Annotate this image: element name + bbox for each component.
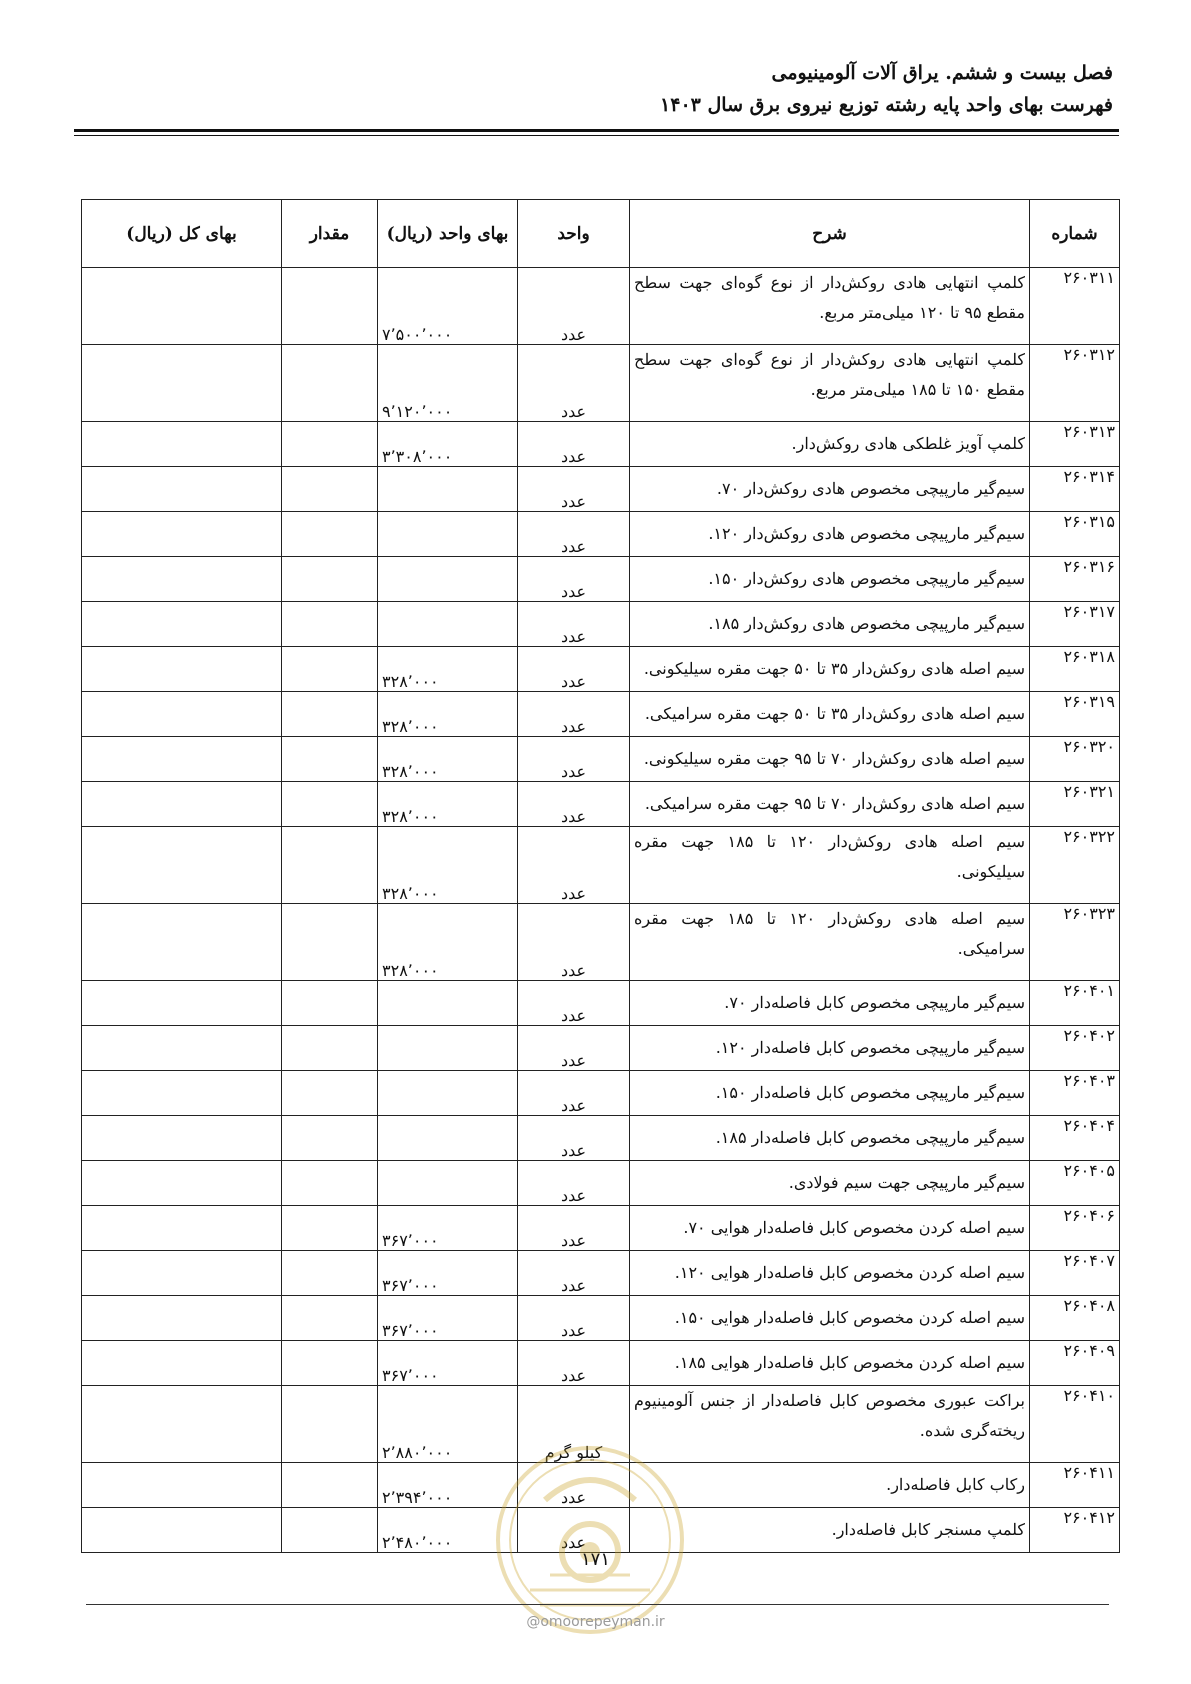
row-number: ۲۶۰۳۱۵ [1030,512,1120,557]
row-total-price [82,981,282,1026]
row-unit: عدد [518,268,630,345]
row-unit-price [378,981,518,1026]
row-quantity [282,1296,378,1341]
row-quantity [282,1251,378,1296]
row-unit: عدد [518,1508,630,1553]
row-total-price [82,1296,282,1341]
row-description: کلمپ انتهایی هادی روکش‌دار از نوع گوه‌ای جهت سطح مقطع ۹۵ تا ۱۲۰ میلی‌متر مربع. [630,268,1030,345]
table-row [82,737,1120,782]
row-unit: عدد [518,512,630,557]
row-unit-price: ۲٬۴۸۰٬۰۰۰ [378,1508,518,1553]
row-unit-price: ۳۲۸٬۰۰۰ [378,692,518,737]
row-number: ۲۶۰۳۲۱ [1030,782,1120,827]
watermark-url: @omoorepeyman.ir [526,1614,665,1630]
row-quantity [282,1386,378,1463]
row-description: سیم‌گیر مارپیچی مخصوص کابل فاصله‌دار ۱۲۰. [630,1026,1030,1071]
column-header-quantity: مقدار [282,200,378,268]
row-description: براکت عبوری مخصوص کابل فاصله‌دار از جنس آلومینیوم ریخته‌گری شده. [630,1386,1030,1463]
row-quantity [282,268,378,345]
row-description: سیم اصله کردن مخصوص کابل فاصله‌دار هوایی ۱۵۰. [630,1296,1030,1341]
row-unit: عدد [518,557,630,602]
row-unit-price: ۳۶۷٬۰۰۰ [378,1341,518,1386]
row-description: سیم اصله کردن مخصوص کابل فاصله‌دار هوایی ۱۲۰. [630,1251,1030,1296]
table-row [82,782,1120,827]
table-row [82,268,1120,345]
row-unit-price: ۲٬۸۸۰٬۰۰۰ [378,1386,518,1463]
row-unit-price: ۳۲۸٬۰۰۰ [378,827,518,904]
row-number: ۲۶۰۴۱۲ [1030,1508,1120,1553]
row-unit: عدد [518,827,630,904]
row-total-price [82,1341,282,1386]
page-number: ۱۷۱ [580,1549,610,1570]
row-description: سیم‌گیر مارپیچی جهت سیم فولادی. [630,1161,1030,1206]
row-description: سیم‌گیر مارپیچی مخصوص هادی روکش‌دار ۱۲۰. [630,512,1030,557]
row-unit: عدد [518,345,630,422]
row-unit: عدد [518,1251,630,1296]
row-unit-price: ۳۲۸٬۰۰۰ [378,737,518,782]
row-number: ۲۶۰۴۰۵ [1030,1161,1120,1206]
row-unit: عدد [518,1071,630,1116]
row-unit: عدد [518,1341,630,1386]
row-description: سیم اصله کردن مخصوص کابل فاصله‌دار هوایی ۱۸۵. [630,1341,1030,1386]
row-quantity [282,557,378,602]
row-number: ۲۶۰۳۲۰ [1030,737,1120,782]
table-row [82,1026,1120,1071]
table-row [82,1161,1120,1206]
footer-rule [86,1604,1109,1605]
table-row [82,1251,1120,1296]
row-quantity [282,1071,378,1116]
table-row [82,512,1120,557]
row-total-price [82,1161,282,1206]
row-unit-price [378,1071,518,1116]
row-quantity [282,981,378,1026]
row-unit-price [378,1116,518,1161]
row-description: سیم اصله هادی روکش‌دار ۱۲۰ تا ۱۸۵ جهت مقره سرامیکی. [630,904,1030,981]
column-header-unit: واحد [518,200,630,268]
row-total-price [82,1463,282,1508]
table-row [82,1116,1120,1161]
row-quantity [282,1116,378,1161]
row-description: سیم اصله هادی روکش‌دار ۷۰ تا ۹۵ جهت مقره سیلیکونی. [630,737,1030,782]
row-total-price [82,467,282,512]
row-description: سیم‌گیر مارپیچی مخصوص هادی روکش‌دار ۱۵۰. [630,557,1030,602]
table-header-row [82,200,1120,268]
document-subtitle: فهرست بهای واحد پایه رشته توزیع نیروی برق سال ۱۴۰۳ [660,94,1113,116]
row-unit: عدد [518,1161,630,1206]
table-row [82,557,1120,602]
row-number: ۲۶۰۴۱۱ [1030,1463,1120,1508]
table-row [82,345,1120,422]
row-number: ۲۶۰۴۰۴ [1030,1116,1120,1161]
row-number: ۲۶۰۳۱۴ [1030,467,1120,512]
row-total-price [82,782,282,827]
row-total-price [82,1026,282,1071]
row-quantity [282,1508,378,1553]
row-quantity [282,1161,378,1206]
row-unit: عدد [518,1026,630,1071]
table-row [82,827,1120,904]
row-unit: عدد [518,1206,630,1251]
row-description: سیم‌گیر مارپیچی مخصوص کابل فاصله‌دار ۷۰. [630,981,1030,1026]
row-description: سیم اصله هادی روکش‌دار ۳۵ تا ۵۰ جهت مقره سرامیکی. [630,692,1030,737]
table-row [82,467,1120,512]
row-total-price [82,1206,282,1251]
row-unit-price: ۲٬۳۹۴٬۰۰۰ [378,1463,518,1508]
row-quantity [282,1341,378,1386]
chapter-title: فصل بیست و ششم. یراق آلات آلومینیومی [771,62,1113,84]
row-unit-price [378,1026,518,1071]
column-header-unit-price: بهای واحد (ریال) [378,200,518,268]
row-total-price [82,422,282,467]
row-number: ۲۶۰۴۰۶ [1030,1206,1120,1251]
row-quantity [282,827,378,904]
row-quantity [282,737,378,782]
row-number: ۲۶۰۳۱۲ [1030,345,1120,422]
table-row [82,904,1120,981]
row-description: سیم اصله هادی روکش‌دار ۱۲۰ تا ۱۸۵ جهت مقره سیلیکونی. [630,827,1030,904]
row-unit: عدد [518,782,630,827]
row-unit: عدد [518,647,630,692]
row-total-price [82,647,282,692]
row-number: ۲۶۰۴۰۳ [1030,1071,1120,1116]
row-unit-price: ۳٬۳۰۸٬۰۰۰ [378,422,518,467]
row-quantity [282,1206,378,1251]
row-number: ۲۶۰۴۰۸ [1030,1296,1120,1341]
row-description: سیم‌گیر مارپیچی مخصوص کابل فاصله‌دار ۱۵۰. [630,1071,1030,1116]
row-unit-price: ۹٬۱۲۰٬۰۰۰ [378,345,518,422]
row-number: ۲۶۰۳۱۶ [1030,557,1120,602]
column-header-number: شماره [1030,200,1120,268]
row-quantity [282,1463,378,1508]
row-unit: عدد [518,1296,630,1341]
row-total-price [82,1386,282,1463]
row-unit-price: ۳۶۷٬۰۰۰ [378,1206,518,1251]
row-unit-price [378,557,518,602]
row-quantity [282,647,378,692]
table-row [82,1341,1120,1386]
row-quantity [282,422,378,467]
table-row [82,647,1120,692]
row-number: ۲۶۰۳۱۳ [1030,422,1120,467]
row-number: ۲۶۰۳۲۲ [1030,827,1120,904]
row-unit: عدد [518,692,630,737]
row-total-price [82,602,282,647]
row-description: رکاب کابل فاصله‌دار. [630,1463,1030,1508]
table-row [82,422,1120,467]
price-table [81,199,1120,1553]
column-header-description: شرح [630,200,1030,268]
row-description: سیم‌گیر مارپیچی مخصوص کابل فاصله‌دار ۱۸۵. [630,1116,1030,1161]
table-row [82,692,1120,737]
row-quantity [282,512,378,557]
row-number: ۲۶۰۳۱۸ [1030,647,1120,692]
row-unit: عدد [518,467,630,512]
row-number: ۲۶۰۳۱۱ [1030,268,1120,345]
row-unit-price: ۳۶۷٬۰۰۰ [378,1251,518,1296]
row-total-price [82,557,282,602]
row-unit: کیلو گرم [518,1386,630,1463]
page-header [660,58,1113,120]
row-total-price [82,827,282,904]
row-number: ۲۶۰۴۰۷ [1030,1251,1120,1296]
row-quantity [282,345,378,422]
row-unit: عدد [518,981,630,1026]
row-unit-price [378,467,518,512]
table-row [82,1206,1120,1251]
row-description: کلمپ آویز غلطکی هادی روکش‌دار. [630,422,1030,467]
row-unit: عدد [518,422,630,467]
header-rule-thin [74,135,1119,136]
row-description: سیم اصله هادی روکش‌دار ۷۰ تا ۹۵ جهت مقره سرامیکی. [630,782,1030,827]
row-unit: عدد [518,1116,630,1161]
row-quantity [282,467,378,512]
row-unit-price [378,1161,518,1206]
row-description: سیم‌گیر مارپیچی مخصوص هادی روکش‌دار ۷۰. [630,467,1030,512]
row-total-price [82,692,282,737]
row-number: ۲۶۰۴۰۹ [1030,1341,1120,1386]
row-total-price [82,512,282,557]
row-description: سیم اصله کردن مخصوص کابل فاصله‌دار هوایی ۷۰. [630,1206,1030,1251]
row-unit: عدد [518,1463,630,1508]
row-unit-price [378,602,518,647]
row-total-price [82,1508,282,1553]
row-total-price [82,268,282,345]
table-row [82,981,1120,1026]
column-header-total-price: بهای کل (ریال) [82,200,282,268]
row-number: ۲۶۰۴۰۱ [1030,981,1120,1026]
row-number: ۲۶۰۴۱۰ [1030,1386,1120,1463]
row-number: ۲۶۰۴۰۲ [1030,1026,1120,1071]
row-description: کلمپ مسنجر کابل فاصله‌دار. [630,1508,1030,1553]
row-unit-price: ۳۲۸٬۰۰۰ [378,904,518,981]
row-total-price [82,1116,282,1161]
row-quantity [282,602,378,647]
row-total-price [82,737,282,782]
seal-watermark [490,1440,690,1640]
table-row [82,602,1120,647]
row-description: سیم اصله هادی روکش‌دار ۳۵ تا ۵۰ جهت مقره سیلیکونی. [630,647,1030,692]
row-total-price [82,904,282,981]
row-description: سیم‌گیر مارپیچی مخصوص هادی روکش‌دار ۱۸۵. [630,602,1030,647]
table-row [82,1296,1120,1341]
table-row [82,1071,1120,1116]
row-unit: عدد [518,904,630,981]
row-unit-price [378,512,518,557]
row-description: کلمپ انتهایی هادی روکش‌دار از نوع گوه‌ای جهت سطح مقطع ۱۵۰ تا ۱۸۵ میلی‌متر مربع. [630,345,1030,422]
row-total-price [82,1251,282,1296]
row-quantity [282,904,378,981]
row-total-price [82,1071,282,1116]
row-unit-price: ۳۲۸٬۰۰۰ [378,782,518,827]
row-unit-price: ۳۶۷٬۰۰۰ [378,1296,518,1341]
row-unit: عدد [518,737,630,782]
row-number: ۲۶۰۳۱۷ [1030,602,1120,647]
row-quantity [282,1026,378,1071]
row-unit: عدد [518,602,630,647]
row-quantity [282,782,378,827]
row-unit-price: ۷٬۵۰۰٬۰۰۰ [378,268,518,345]
row-number: ۲۶۰۳۱۹ [1030,692,1120,737]
row-total-price [82,345,282,422]
row-number: ۲۶۰۳۲۳ [1030,904,1120,981]
row-unit-price: ۳۲۸٬۰۰۰ [378,647,518,692]
row-quantity [282,692,378,737]
header-rule-thick [74,129,1119,132]
